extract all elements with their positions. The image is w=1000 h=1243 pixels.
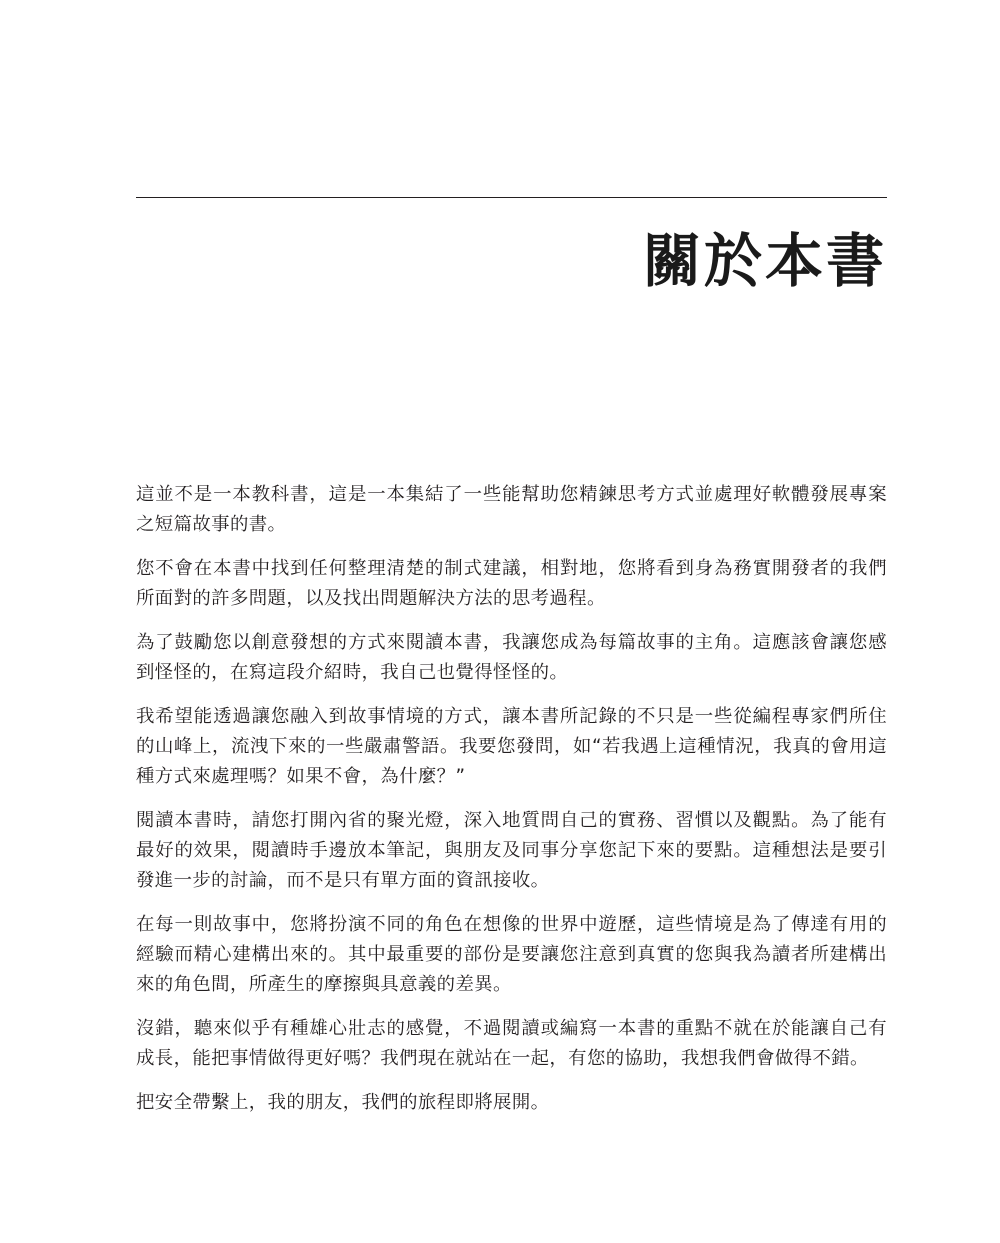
paragraph: 沒錯，聽來似乎有種雄心壯志的感覺，不過閱讀或編寫一本書的重點不就在於能讓自己有成長，能把事情做得更好嗎？我們現在就站在一起，有您的協助，我想我們會做得不錯。 [136,1018,887,1069]
paragraph: 我希望能透過讓您融入到故事情境的方式，讓本書所記錄的不只是一些從編程專家們所住的山峰上，流洩下來的一些嚴肅警語。我要您發問，如“若我遇上這種情況，我真的會用這種方式來處理嗎？如果不會，為什麼？” [136,706,887,787]
paragraph: 為了鼓勵您以創意發想的方式來閱讀本書，我讓您成為每篇故事的主角。這應該會讓您感到怪怪的，在寫這段介紹時，我自己也覺得怪怪的。 [136,632,887,683]
chapter-title: 關於本書 [642,227,887,295]
paragraph: 這並不是一本教科書，這是一本集結了一些能幫助您精鍊思考方式並處理好軟體發展專案之短篇故事的書。 [136,484,887,535]
paragraph: 您不會在本書中找到任何整理清楚的制式建議，相對地，您將看到身為務實開發者的我們所面對的許多問題，以及找出問題解決方法的思考過程。 [136,558,887,609]
title-rule [136,197,887,198]
paragraph: 把安全帶繫上，我的朋友，我們的旅程即將展開。 [136,1092,550,1113]
paragraph: 閱讀本書時，請您打開內省的聚光燈，深入地質問自己的實務、習慣以及觀點。為了能有最好的效果，閱讀時手邊放本筆記，與朋友及同事分享您記下來的要點。這種想法是要引發進一步的討論，而不是只有單方面的資訊接收。 [136,810,887,891]
body-text [136,480,887,1132]
paragraph: 在每一則故事中，您將扮演不同的角色在想像的世界中遊歷，這些情境是為了傳達有用的經驗而精心建構出來的。其中最重要的部份是要讓您注意到真實的您與我為讀者所建構出來的角色間，所產生的摩擦與具意義的差異。 [136,914,887,995]
